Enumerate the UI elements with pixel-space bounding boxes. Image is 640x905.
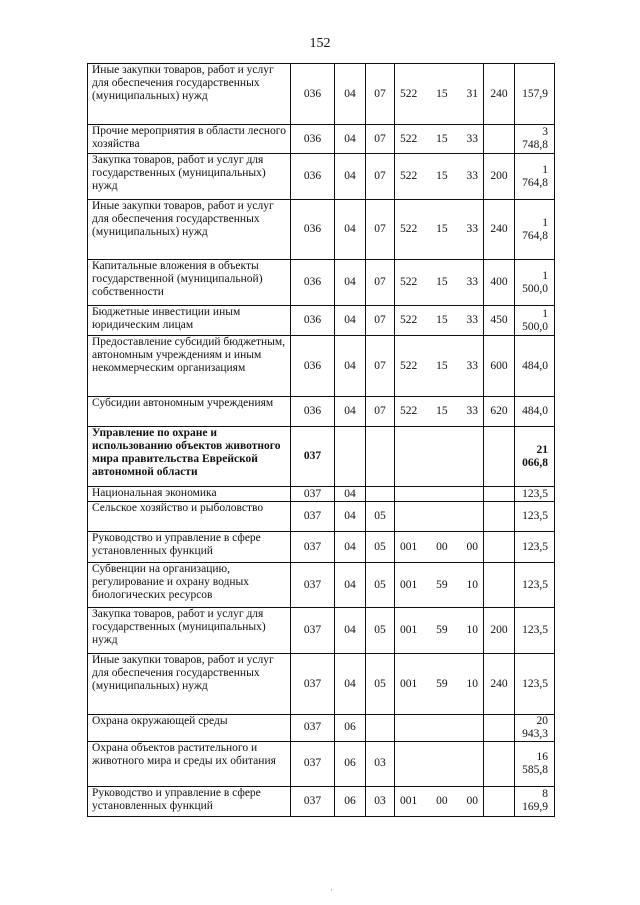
- article-code-part: 522: [400, 314, 418, 327]
- budget-table: [87, 63, 555, 817]
- section-code: 04: [335, 563, 366, 608]
- section-code: 04: [335, 397, 366, 427]
- row-name: Прочие мероприятия в области лесного хозяйства: [88, 125, 291, 154]
- table-row: [88, 654, 555, 715]
- article-code-part: 15: [436, 132, 448, 145]
- section-code: 04: [335, 64, 366, 125]
- target-article-code: [395, 64, 484, 125]
- amount: 123,5: [515, 502, 555, 532]
- article-code-part: 00: [466, 540, 478, 553]
- expense-type-code: [484, 427, 515, 487]
- amount: 484,0: [515, 336, 555, 397]
- target-article-code: [395, 654, 484, 715]
- ministry-code: 037: [291, 786, 335, 816]
- article-code-part: 15: [436, 223, 448, 236]
- table-row: [88, 64, 555, 125]
- row-name: Капитальные вложения в объекты государственной (муниципальной) собственности: [88, 260, 291, 306]
- subsection-code: 07: [366, 260, 395, 306]
- article-code-part: 522: [400, 223, 418, 236]
- amount: 1 764,8: [515, 200, 555, 260]
- ministry-code: 036: [291, 125, 335, 154]
- section-code: 04: [335, 200, 366, 260]
- article-code-part: 00: [466, 794, 478, 807]
- ministry-code: 036: [291, 154, 335, 200]
- section-code: 04: [335, 487, 366, 502]
- table-row: [88, 532, 555, 563]
- table-row: [88, 336, 555, 397]
- article-code-part: 33: [466, 170, 478, 183]
- target-article-code: [395, 502, 484, 532]
- table-row: [88, 563, 555, 608]
- ministry-code: 036: [291, 200, 335, 260]
- table-row: [88, 487, 555, 502]
- table-row: [88, 154, 555, 200]
- amount: 157,9: [515, 64, 555, 125]
- target-article-code: [395, 125, 484, 154]
- ministry-code: 036: [291, 397, 335, 427]
- subsection-code: 07: [366, 336, 395, 397]
- subsection-code: 07: [366, 397, 395, 427]
- article-code-part: 522: [400, 87, 418, 100]
- article-code-part: 59: [436, 578, 448, 591]
- section-code: 04: [335, 654, 366, 715]
- article-code-part: 001: [400, 624, 418, 637]
- ministry-code: 036: [291, 336, 335, 397]
- subsection-code: 07: [366, 306, 395, 336]
- article-code-part: 59: [436, 677, 448, 690]
- target-article-code: [395, 260, 484, 306]
- article-code-part: 33: [466, 132, 478, 145]
- target-article-code: [395, 608, 484, 654]
- amount: 123,5: [515, 563, 555, 608]
- article-code-part: 33: [466, 405, 478, 418]
- target-article-code: [395, 200, 484, 260]
- budget-table-body: [88, 64, 555, 817]
- page-dot: ·: [330, 885, 333, 895]
- table-row: [88, 306, 555, 336]
- subsection-code: [366, 427, 395, 487]
- article-code-part: 31: [466, 87, 478, 100]
- expense-type-code: [484, 125, 515, 154]
- article-code-part: 15: [436, 405, 448, 418]
- row-name: Охрана объектов растительного и животного мира и среды их обитания: [88, 741, 291, 786]
- expense-type-code: 240: [484, 64, 515, 125]
- ministry-code: 037: [291, 654, 335, 715]
- expense-type-code: 240: [484, 200, 515, 260]
- ministry-code: 036: [291, 64, 335, 125]
- section-code: [335, 427, 366, 487]
- target-article-code: [395, 715, 484, 742]
- expense-type-code: 620: [484, 397, 515, 427]
- table-row: [88, 427, 555, 487]
- article-code-part: 33: [466, 359, 478, 372]
- article-code-part: 522: [400, 170, 418, 183]
- expense-type-code: 240: [484, 654, 515, 715]
- section-code: 06: [335, 715, 366, 742]
- amount: 123,5: [515, 487, 555, 502]
- table-row: [88, 125, 555, 154]
- amount: 123,5: [515, 608, 555, 654]
- row-name: Руководство и управление в сфере установленных функций: [88, 786, 291, 816]
- expense-type-code: [484, 715, 515, 742]
- expense-type-code: 600: [484, 336, 515, 397]
- row-name: Сельское хозяйство и рыболовство: [88, 502, 291, 532]
- subsection-code: 05: [366, 654, 395, 715]
- target-article-code: [395, 397, 484, 427]
- ministry-code: 036: [291, 260, 335, 306]
- target-article-code: [395, 741, 484, 786]
- target-article-code: [395, 532, 484, 563]
- section-code: 04: [335, 260, 366, 306]
- article-code-part: 15: [436, 170, 448, 183]
- section-code: 04: [335, 336, 366, 397]
- expense-type-code: [484, 502, 515, 532]
- subsection-code: 03: [366, 786, 395, 816]
- expense-type-code: 200: [484, 154, 515, 200]
- table-row: [88, 715, 555, 742]
- row-name: Управление по охране и использованию объектов животного мира правительства Еврейской автономной области: [88, 427, 291, 487]
- subsection-code: 07: [366, 200, 395, 260]
- article-code-part: 10: [466, 578, 478, 591]
- amount: 123,5: [515, 532, 555, 563]
- expense-type-code: [484, 532, 515, 563]
- ministry-code: 037: [291, 608, 335, 654]
- ministry-code: 037: [291, 502, 335, 532]
- subsection-code: 07: [366, 64, 395, 125]
- row-name: Национальная экономика: [88, 487, 291, 502]
- table-row: [88, 608, 555, 654]
- row-name: Закупка товаров, работ и услуг для государственных (муниципальных) нужд: [88, 608, 291, 654]
- article-code-part: 15: [436, 359, 448, 372]
- article-code-part: 00: [436, 794, 448, 807]
- row-name: Бюджетные инвестиции иным юридическим лицам: [88, 306, 291, 336]
- amount: 1 500,0: [515, 260, 555, 306]
- ministry-code: 037: [291, 563, 335, 608]
- expense-type-code: [484, 741, 515, 786]
- amount: 20 943,3: [515, 715, 555, 742]
- article-code-part: 15: [436, 276, 448, 289]
- article-code-part: 001: [400, 794, 418, 807]
- subsection-code: 05: [366, 502, 395, 532]
- amount: 16 585,8: [515, 741, 555, 786]
- ministry-code: 037: [291, 427, 335, 487]
- article-code-part: 001: [400, 578, 418, 591]
- row-name: Руководство и управление в сфере установленных функций: [88, 532, 291, 563]
- row-name: Субвенции на организацию, регулирование и охрану водных биологических ресурсов: [88, 563, 291, 608]
- section-code: 04: [335, 502, 366, 532]
- expense-type-code: [484, 487, 515, 502]
- ministry-code: 037: [291, 532, 335, 563]
- article-code-part: 522: [400, 359, 418, 372]
- expense-type-code: 450: [484, 306, 515, 336]
- target-article-code: [395, 487, 484, 502]
- subsection-code: [366, 715, 395, 742]
- section-code: 04: [335, 306, 366, 336]
- article-code-part: 15: [436, 87, 448, 100]
- article-code-part: 001: [400, 677, 418, 690]
- expense-type-code: [484, 786, 515, 816]
- ministry-code: 037: [291, 741, 335, 786]
- section-code: 04: [335, 154, 366, 200]
- target-article-code: [395, 786, 484, 816]
- article-code-part: 522: [400, 405, 418, 418]
- row-name: Охрана окружающей среды: [88, 715, 291, 742]
- row-name: Закупка товаров, работ и услуг для государственных (муниципальных) нужд: [88, 154, 291, 200]
- ministry-code: 037: [291, 487, 335, 502]
- target-article-code: [395, 336, 484, 397]
- subsection-code: 05: [366, 563, 395, 608]
- article-code-part: 33: [466, 223, 478, 236]
- amount: 484,0: [515, 397, 555, 427]
- page-number: 152: [309, 36, 331, 51]
- article-code-part: 10: [466, 624, 478, 637]
- amount: 1 500,0: [515, 306, 555, 336]
- table-row: [88, 502, 555, 532]
- article-code-part: 15: [436, 314, 448, 327]
- article-code-part: 10: [466, 677, 478, 690]
- ministry-code: 036: [291, 306, 335, 336]
- target-article-code: [395, 306, 484, 336]
- section-code: 04: [335, 532, 366, 563]
- target-article-code: [395, 427, 484, 487]
- article-code-part: 522: [400, 132, 418, 145]
- table-row: [88, 786, 555, 816]
- row-name: Иные закупки товаров, работ и услуг для обеспечения государственных (муниципальных) нужд: [88, 64, 291, 125]
- expense-type-code: 400: [484, 260, 515, 306]
- subsection-code: 05: [366, 532, 395, 563]
- table-row: [88, 397, 555, 427]
- amount: 123,5: [515, 654, 555, 715]
- target-article-code: [395, 563, 484, 608]
- ministry-code: 037: [291, 715, 335, 742]
- article-code-part: 59: [436, 624, 448, 637]
- article-code-part: 33: [466, 314, 478, 327]
- table-row: [88, 741, 555, 786]
- row-name: Субсидии автономным учреждениям: [88, 397, 291, 427]
- subsection-code: 05: [366, 608, 395, 654]
- amount: 1 764,8: [515, 154, 555, 200]
- subsection-code: [366, 487, 395, 502]
- amount: 8 169,9: [515, 786, 555, 816]
- subsection-code: 07: [366, 125, 395, 154]
- row-name: Предоставление субсидий бюджетным, автономным учреждениям и иным некоммерческим организациям: [88, 336, 291, 397]
- subsection-code: 07: [366, 154, 395, 200]
- target-article-code: [395, 154, 484, 200]
- section-code: 04: [335, 608, 366, 654]
- amount: 21 066,8: [515, 427, 555, 487]
- section-code: 04: [335, 125, 366, 154]
- amount: 3 748,8: [515, 125, 555, 154]
- row-name: Иные закупки товаров, работ и услуг для обеспечения государственных (муниципальных) нужд: [88, 654, 291, 715]
- expense-type-code: 200: [484, 608, 515, 654]
- article-code-part: 33: [466, 276, 478, 289]
- article-code-part: 00: [436, 540, 448, 553]
- table-row: [88, 200, 555, 260]
- section-code: 06: [335, 786, 366, 816]
- article-code-part: 522: [400, 276, 418, 289]
- row-name: Иные закупки товаров, работ и услуг для обеспечения государственных (муниципальных) нужд: [88, 200, 291, 260]
- table-row: [88, 260, 555, 306]
- section-code: 06: [335, 741, 366, 786]
- article-code-part: 001: [400, 540, 418, 553]
- expense-type-code: [484, 563, 515, 608]
- subsection-code: 03: [366, 741, 395, 786]
